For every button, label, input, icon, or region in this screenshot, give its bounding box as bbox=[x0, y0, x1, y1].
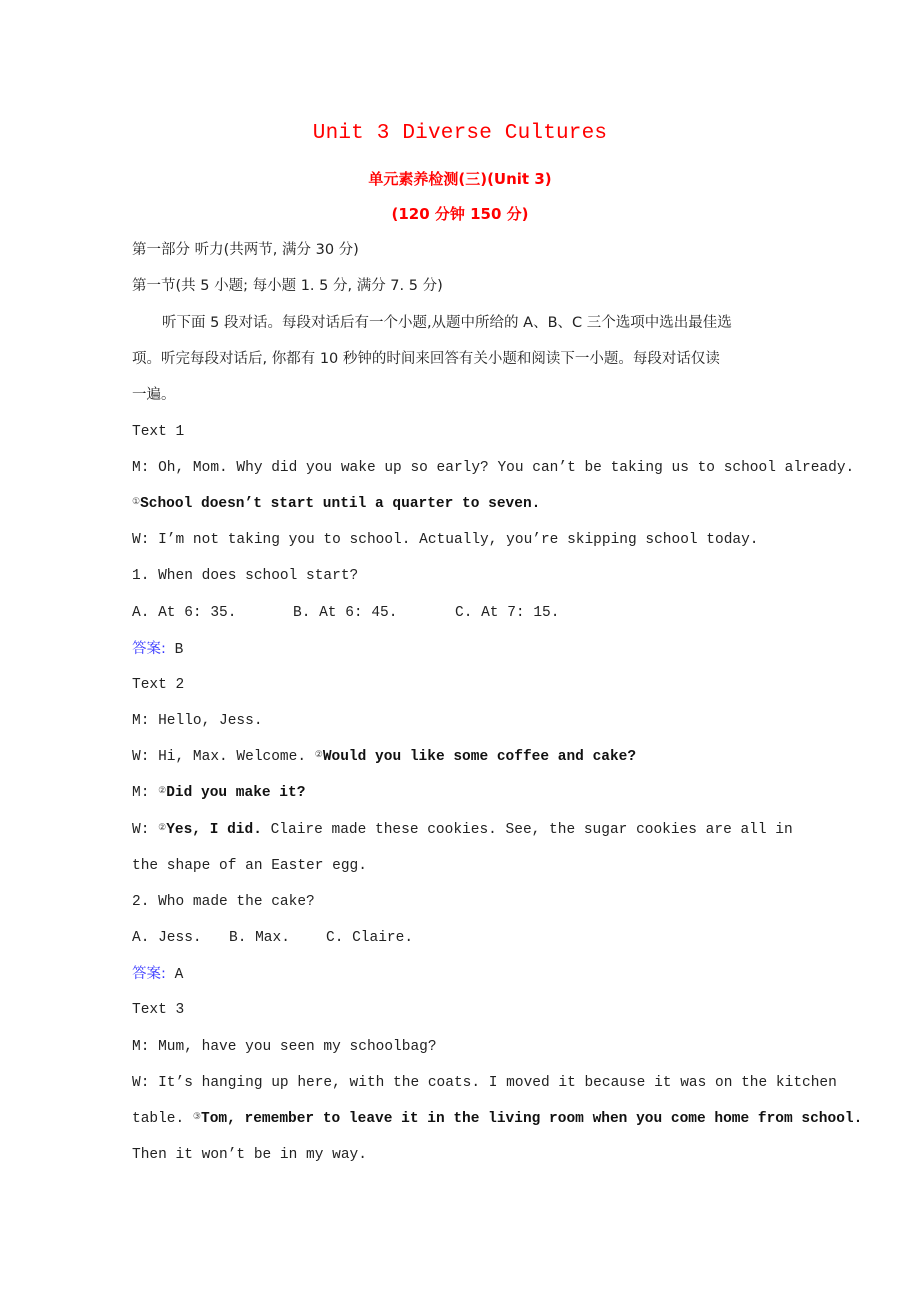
speaker: W: bbox=[132, 822, 150, 838]
answer-value: B bbox=[174, 642, 184, 658]
dialogue-line bbox=[132, 458, 855, 478]
question-2-options bbox=[132, 928, 792, 948]
dialogue-line bbox=[132, 1109, 863, 1129]
document-title: Unit 3 Diverse Cultures bbox=[312, 122, 608, 145]
speaker: M: bbox=[132, 460, 150, 476]
dialogue-line-continued: the shape of an Easter egg. bbox=[132, 858, 367, 874]
key-sentence: Tom, remember to leave it in the living room when you come home from school. bbox=[201, 1111, 863, 1127]
question-1: 1. When does school start? bbox=[132, 568, 359, 584]
key-sentence: Did you make it? bbox=[166, 785, 306, 801]
question-1-options bbox=[132, 603, 792, 623]
part-heading: 第一部分 听力(共两节, 满分 30 分) bbox=[132, 242, 359, 258]
marker: ② bbox=[158, 786, 167, 796]
option-b: B. Max. bbox=[229, 930, 290, 946]
option-b: B. At 6: 45. bbox=[293, 605, 398, 621]
dialogue-text: I’m not taking you to school. Actually, you’re skipping school today. bbox=[158, 532, 759, 548]
speaker: W: bbox=[132, 532, 150, 548]
dialogue-line bbox=[132, 1037, 792, 1057]
dialogue-line bbox=[132, 530, 792, 550]
answer-label: 答案: bbox=[132, 966, 166, 982]
speaker: W: bbox=[132, 749, 150, 765]
answer-2 bbox=[132, 964, 792, 985]
option-a: A. Jess. bbox=[132, 930, 202, 946]
marker: ③ bbox=[192, 1112, 201, 1122]
speaker: W: bbox=[132, 1075, 150, 1091]
option-a: A. At 6: 35. bbox=[132, 605, 237, 621]
dialogue-text: Claire made these cookies. See, the sugar cookies are all in bbox=[270, 822, 793, 838]
dialogue-line bbox=[132, 820, 792, 840]
text-1-label: Text 1 bbox=[132, 424, 185, 440]
text-2-label: Text 2 bbox=[132, 677, 185, 693]
text-3-label: Text 3 bbox=[132, 1002, 185, 1018]
marker: ② bbox=[158, 823, 167, 833]
instructions-line-3: 一遍。 bbox=[132, 387, 176, 403]
section-heading: 第一节(共 5 小题; 每小题 1. 5 分, 满分 7. 5 分) bbox=[132, 278, 443, 294]
speaker: M: bbox=[132, 713, 150, 729]
marker: ① bbox=[132, 497, 141, 507]
dialogue-text: Oh, Mom. Why did you wake up so early? You can’t be taking us to school already. bbox=[158, 460, 855, 476]
key-sentence: Would you like some coffee and cake? bbox=[322, 749, 637, 765]
answer-label: 答案: bbox=[132, 641, 166, 657]
marker: ② bbox=[314, 750, 323, 760]
dialogue-text: Mum, have you seen my schoolbag? bbox=[158, 1039, 437, 1055]
dialogue-text: It’s hanging up here, with the coats. I moved it because it was on the kitchen bbox=[158, 1075, 837, 1091]
key-sentence: School doesn’t start until a quarter to seven. bbox=[140, 496, 541, 512]
speaker: M: bbox=[132, 1039, 150, 1055]
dialogue-line-continued: Then it won’t be in my way. bbox=[132, 1147, 367, 1163]
option-c: C. Claire. bbox=[326, 930, 414, 946]
dialogue-line bbox=[132, 783, 792, 803]
key-sentence: Yes, I did. bbox=[166, 822, 262, 838]
speaker: M: bbox=[132, 785, 150, 801]
question-2: 2. Who made the cake? bbox=[132, 894, 315, 910]
dialogue-text: Hi, Max. Welcome. bbox=[158, 749, 307, 765]
answer-value: A bbox=[174, 967, 184, 983]
exam-duration-score: (120 分钟 150 分) bbox=[391, 205, 529, 223]
dialogue-text: table. bbox=[132, 1111, 185, 1127]
option-c: C. At 7: 15. bbox=[455, 605, 560, 621]
instructions-line-2: 项。听完每段对话后, 你都有 10 秒钟的时间来回答有关小题和阅读下一小题。每段对话仅读 bbox=[132, 351, 720, 367]
dialogue-text: Hello, Jess. bbox=[158, 713, 263, 729]
answer-1 bbox=[132, 639, 792, 660]
instructions-line-1: 听下面 5 段对话。每段对话后有一个小题,从题中所给的 A、B、C 三个选项中选出最佳选 bbox=[162, 315, 732, 331]
document-subtitle: 单元素养检测(三)(Unit 3) bbox=[368, 170, 552, 188]
dialogue-line bbox=[132, 711, 792, 731]
dialogue-line bbox=[132, 494, 792, 514]
dialogue-line bbox=[132, 1073, 837, 1093]
dialogue-line bbox=[132, 747, 792, 767]
